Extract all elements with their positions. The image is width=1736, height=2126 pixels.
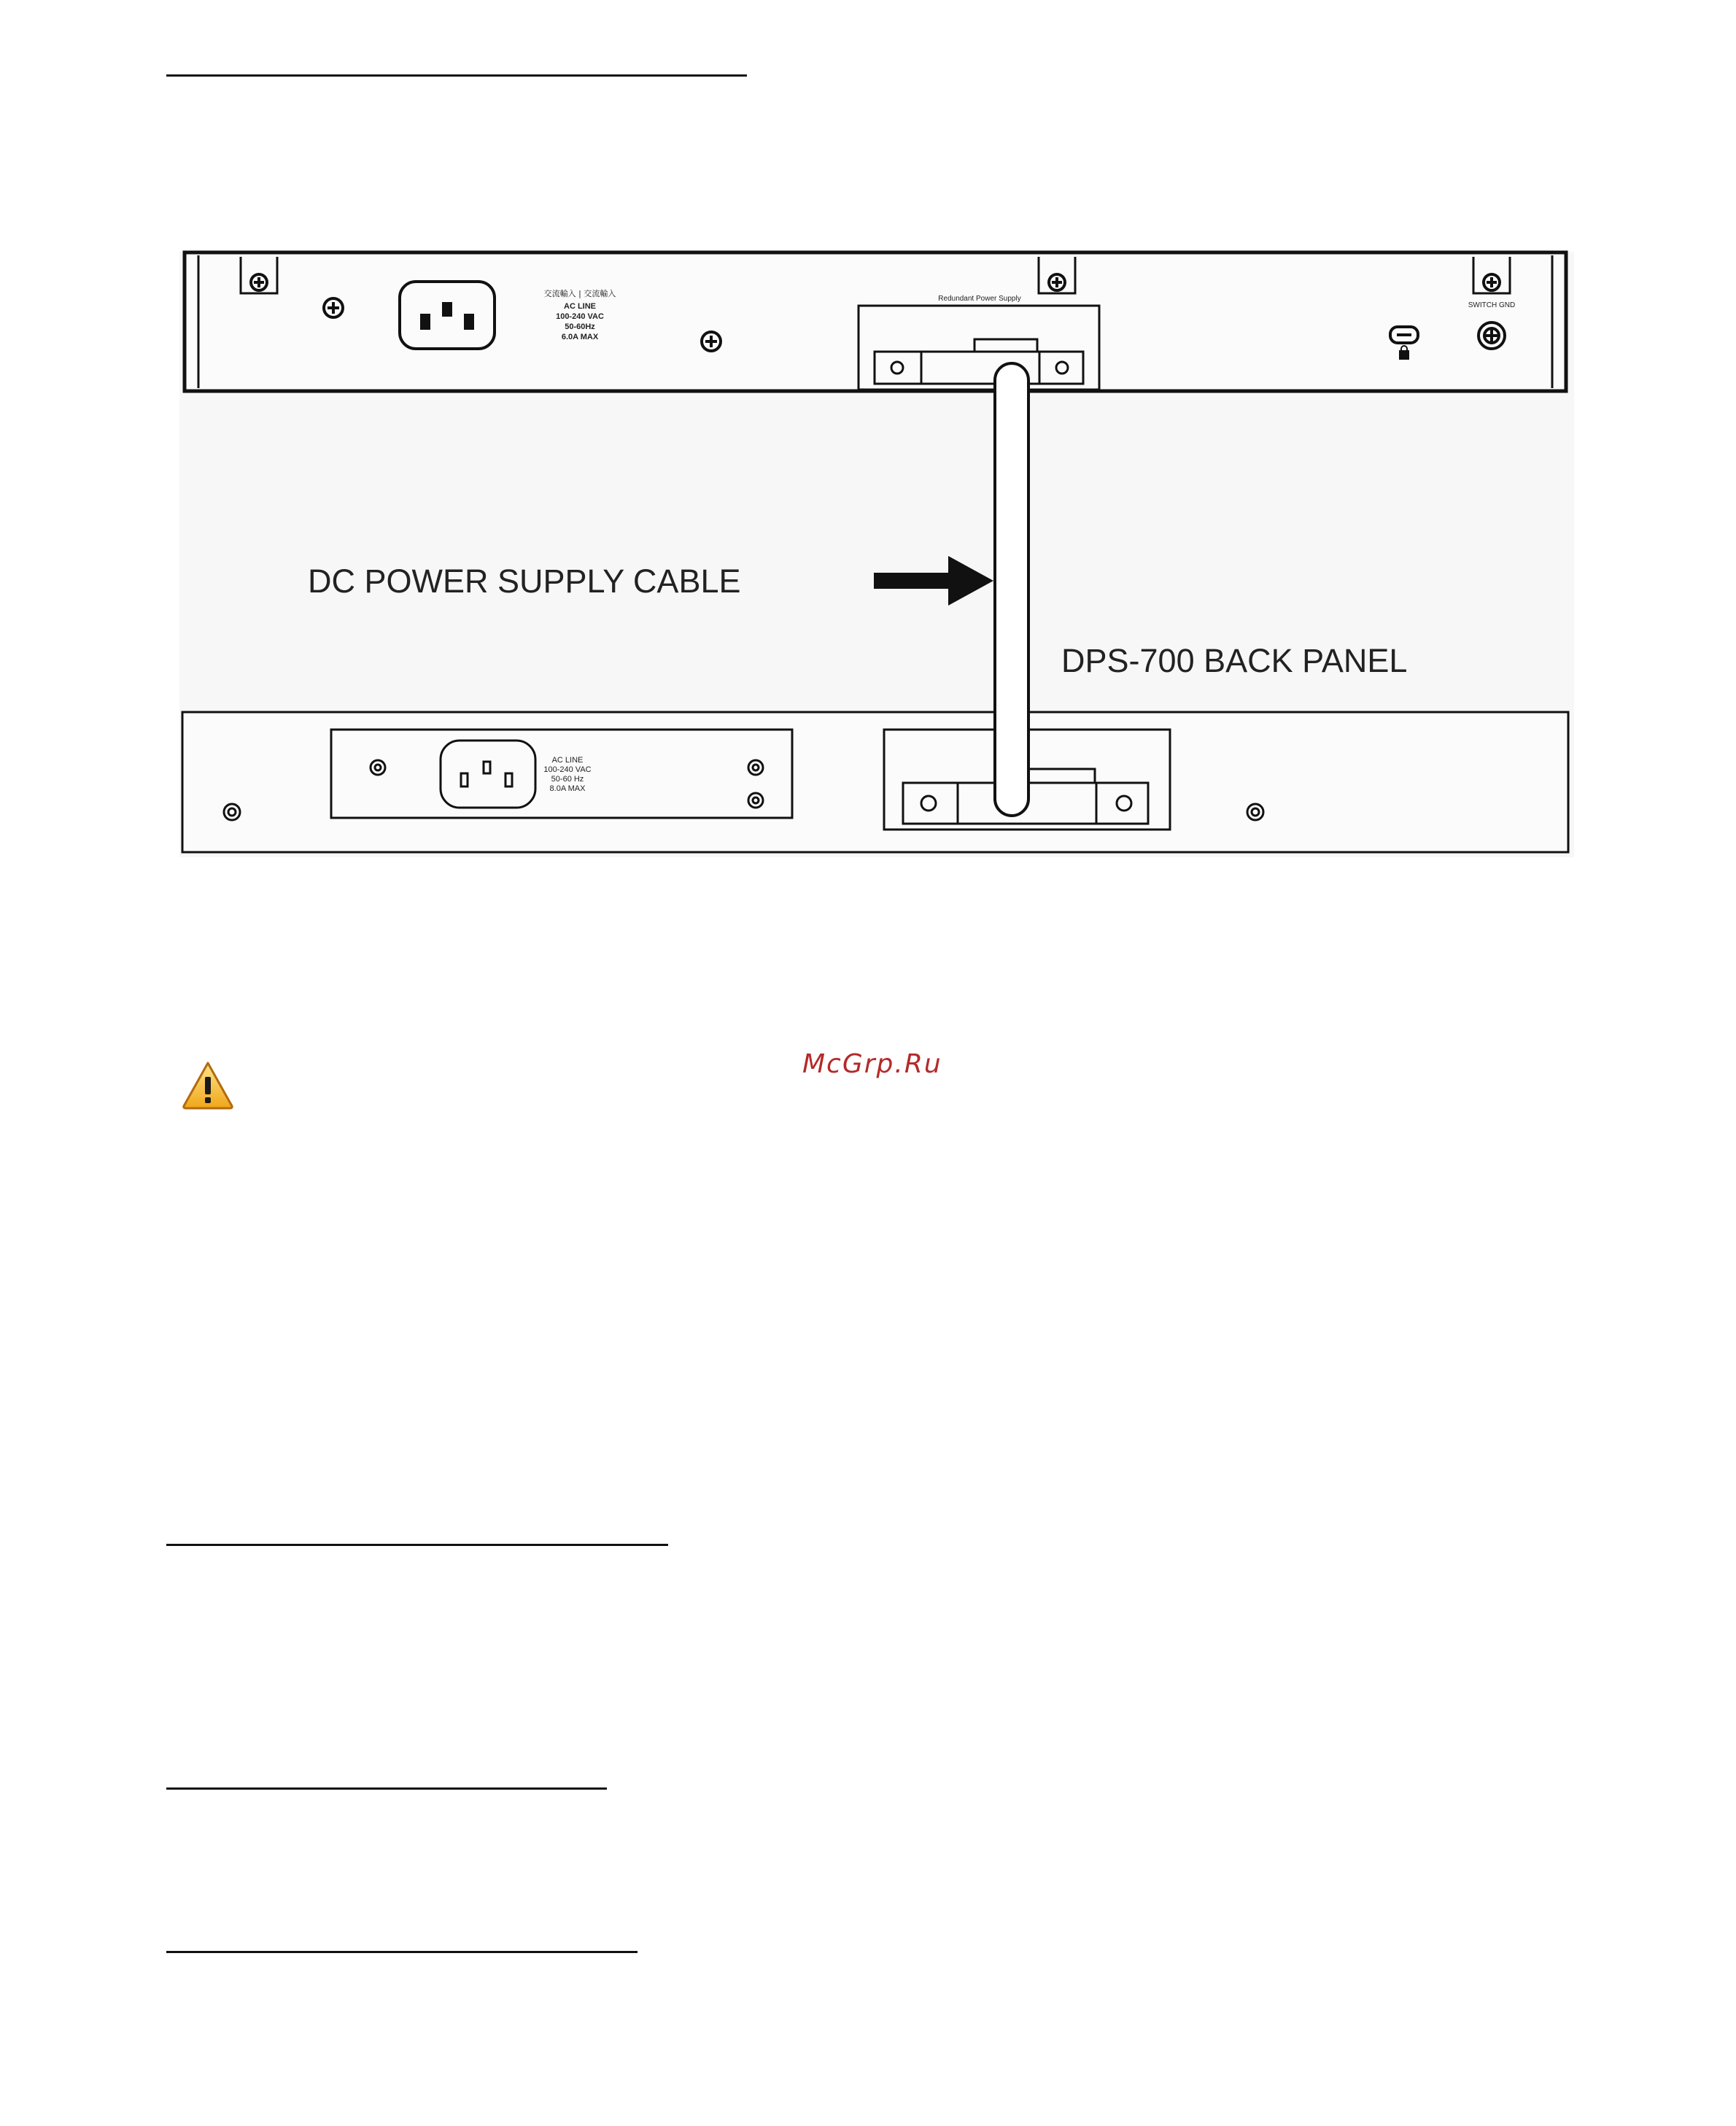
ac-line-2: 100-240 VAC: [556, 312, 604, 321]
watermark: McGrp.Ru: [802, 1049, 942, 1079]
ac-line-4: 6.0A MAX: [561, 333, 599, 341]
section-rule-2: [166, 1544, 668, 1546]
dps-callout: DPS-700 BACK PANEL: [1061, 642, 1408, 679]
switch-back-panel: [185, 252, 1566, 391]
section-rule-3: [166, 1787, 607, 1790]
dps-ac-line-4: 8.0A MAX: [549, 784, 586, 793]
ac-label-cn: 交流輸入 | 交流輸入: [543, 289, 616, 298]
ac-line-1: AC LINE: [564, 302, 596, 311]
dps-ac-line-2: 100-240 VAC: [543, 765, 592, 774]
dps-ac-line-1: AC LINE: [551, 756, 584, 765]
dc-power-cable: [995, 363, 1028, 816]
cable-callout: DC POWER SUPPLY CABLE: [308, 563, 741, 600]
rps-connector: [859, 306, 1099, 390]
rps-connection-diagram: [0, 0, 1736, 912]
ground-label: SWITCH GND: [1468, 301, 1516, 309]
dps-700-back-panel: [182, 712, 1568, 852]
dps-ac-line-3: 50-60 Hz: [551, 775, 584, 784]
ac-line-3: 50-60Hz: [565, 322, 595, 331]
section-rule-4: [166, 1951, 638, 1953]
warning-icon: [181, 1059, 235, 1110]
rps-label: Redundant Power Supply: [938, 295, 1021, 303]
